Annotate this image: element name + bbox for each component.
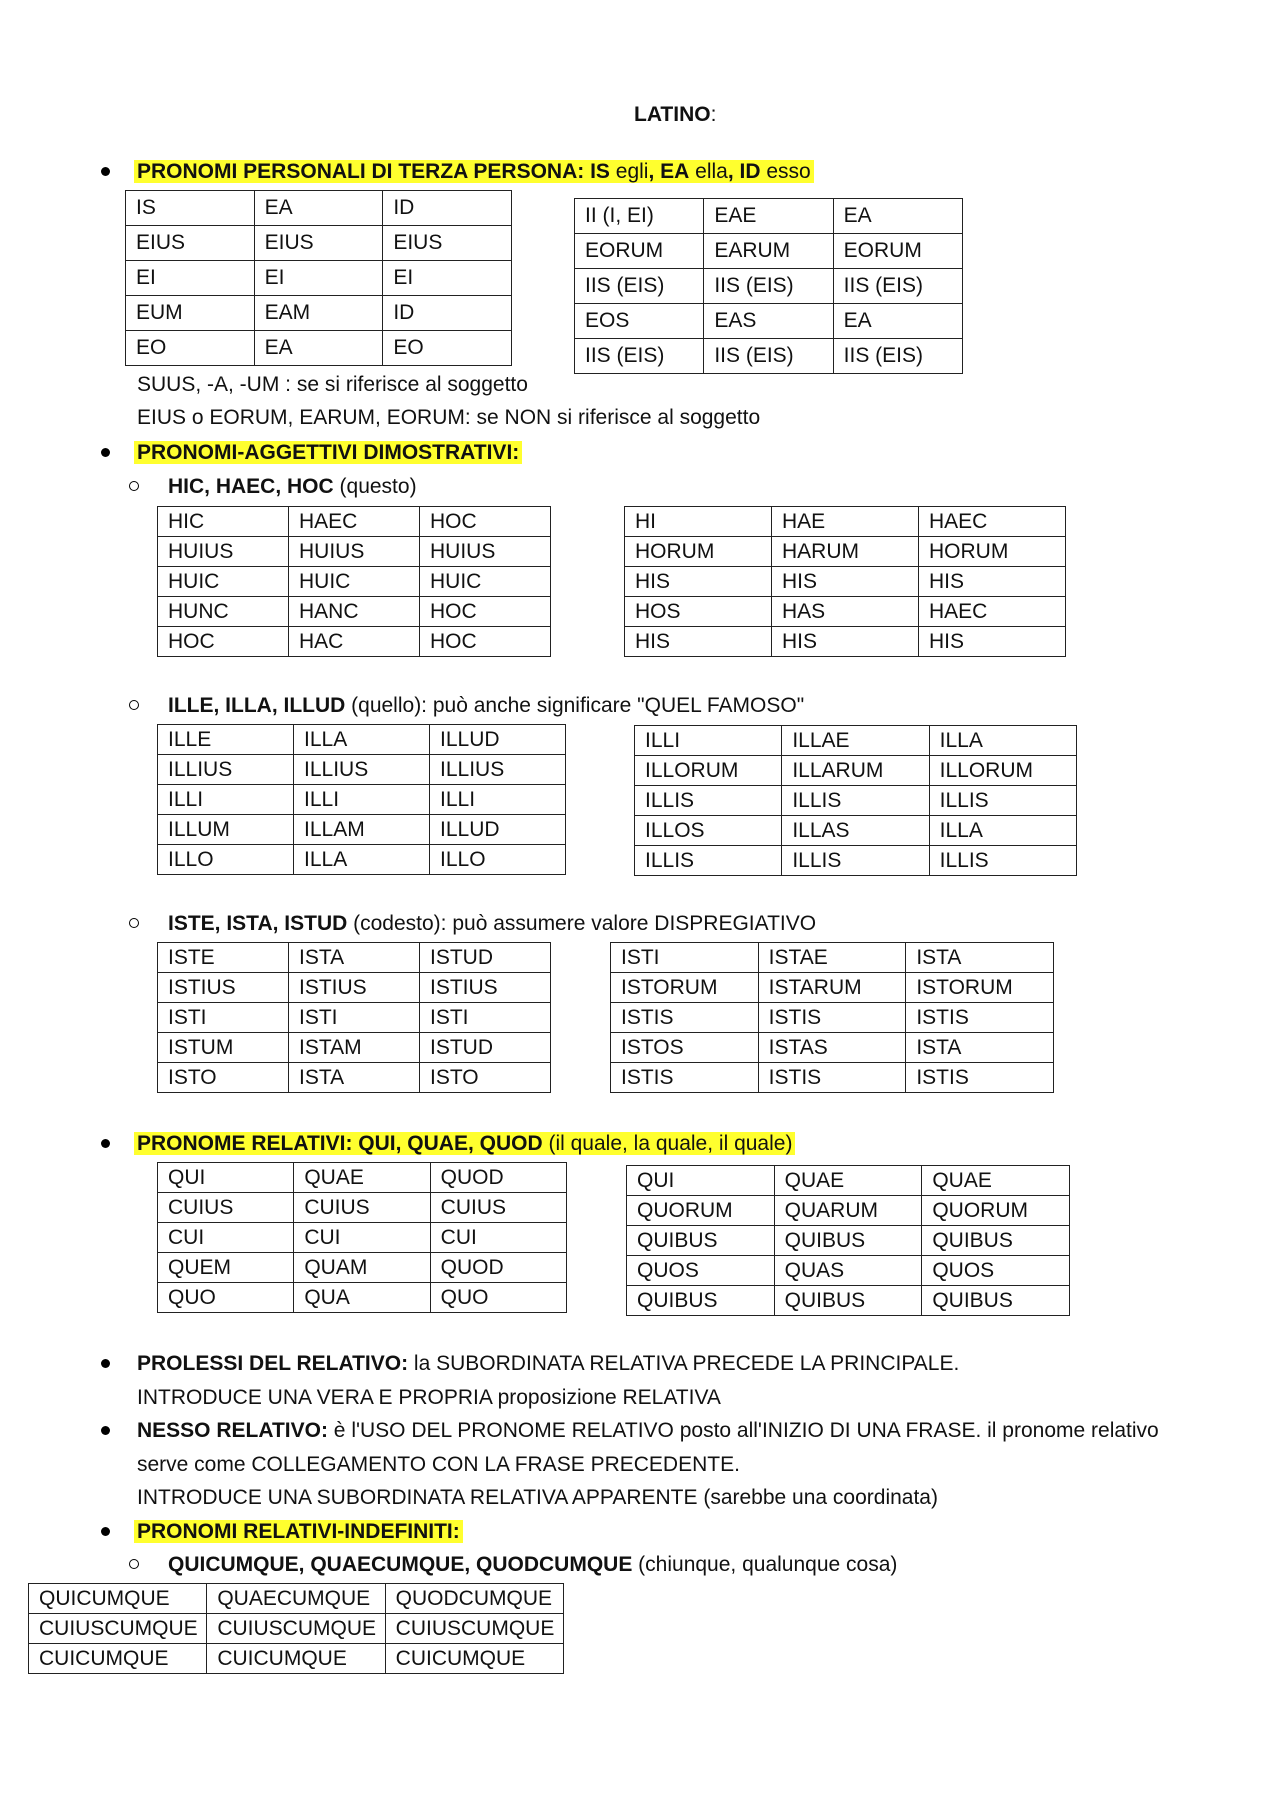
- table-cell: HUIC: [158, 567, 289, 597]
- table-cell: ILLORUM: [635, 756, 782, 786]
- table-row: [158, 755, 566, 785]
- table-cell: ILLIUS: [294, 755, 430, 785]
- table-cell: ILLA: [929, 816, 1076, 846]
- table-cell: HIS: [919, 627, 1066, 657]
- table-row: [625, 537, 1066, 567]
- text-nesso: NESSO RELATIVO: è l'USO DEL PRONOME RELATIVO posto all'INIZIO DI UNA FRASE. il pronome relativo: [137, 1419, 1159, 1442]
- table-cell: ISTI: [611, 943, 759, 973]
- table-cell: EO: [383, 331, 512, 366]
- table-row: [575, 199, 963, 234]
- table-row: [625, 597, 1066, 627]
- table-cell: EA: [833, 304, 962, 339]
- table-cell: ISTIS: [611, 1003, 759, 1033]
- table-row: [158, 537, 551, 567]
- table-row: [158, 845, 566, 875]
- table-cell: CUIUSCUMQUE: [29, 1614, 207, 1644]
- table-cell: ISTIS: [758, 1063, 906, 1093]
- table-row: [635, 756, 1077, 786]
- table-cell: HARUM: [772, 537, 919, 567]
- table-cell: CUI: [158, 1223, 294, 1253]
- table-ille-plural: [634, 725, 1077, 876]
- table-cell: HUNC: [158, 597, 289, 627]
- table-row: [158, 785, 566, 815]
- note-suus: SUUS, -A, -UM : se si riferisce al soggetto: [137, 373, 528, 396]
- table-cell: QUO: [158, 1283, 294, 1313]
- table-cell: ILLORUM: [929, 756, 1076, 786]
- table-cell: ILLIUS: [158, 755, 294, 785]
- table-cell: CUICUMQUE: [385, 1644, 563, 1674]
- table-cell: ISTIUS: [158, 973, 289, 1003]
- table-cell: ISTO: [158, 1063, 289, 1093]
- table-cell: QUAE: [294, 1163, 430, 1193]
- table-cell: HAEC: [919, 507, 1066, 537]
- table-cell: QUORUM: [627, 1196, 775, 1226]
- table-row: [158, 943, 551, 973]
- table-row: [627, 1226, 1070, 1256]
- table-cell: EA: [254, 331, 383, 366]
- table-row: [29, 1644, 564, 1674]
- table-cell: EAE: [704, 199, 833, 234]
- table-cell: IIS (EIS): [704, 269, 833, 304]
- table-cell: HAE: [772, 507, 919, 537]
- table-cell: ILLIS: [929, 846, 1076, 876]
- table-cell: HIS: [625, 567, 772, 597]
- table-cell: II (I, EI): [575, 199, 704, 234]
- table-cell: ILLA: [294, 845, 430, 875]
- table-cell: ISTI: [158, 1003, 289, 1033]
- table-cell: ISTI: [420, 1003, 551, 1033]
- table-cell: ILLI: [430, 785, 566, 815]
- table-cell: ISTE: [158, 943, 289, 973]
- table-relativi-singular: [157, 1162, 567, 1313]
- table-cell: ISTIS: [906, 1063, 1054, 1093]
- table-cell: ISTUD: [420, 1033, 551, 1063]
- table-row: [126, 191, 512, 226]
- page-title: LATINO:: [634, 103, 717, 126]
- table-cell: ILLIS: [782, 846, 929, 876]
- table-personali-singular: [125, 190, 512, 366]
- table-cell: CUI: [430, 1223, 566, 1253]
- table-cell: EARUM: [704, 234, 833, 269]
- table-row: [126, 331, 512, 366]
- table-cell: HAEC: [919, 597, 1066, 627]
- label-quicumque: QUICUMQUE, QUAECUMQUE, QUODCUMQUE (chiunque, qualunque cosa): [168, 1553, 898, 1576]
- table-cell: ILLIUS: [430, 755, 566, 785]
- table-cell: HIC: [158, 507, 289, 537]
- table-row: [158, 507, 551, 537]
- table-cell: EORUM: [575, 234, 704, 269]
- table-cell: IS: [126, 191, 255, 226]
- table-cell: ISTIUS: [420, 973, 551, 1003]
- table-row: [158, 973, 551, 1003]
- table-row: [635, 786, 1077, 816]
- table-row: [158, 597, 551, 627]
- table-cell: IIS (EIS): [833, 269, 962, 304]
- table-row: [625, 627, 1066, 657]
- table-cell: EAM: [254, 296, 383, 331]
- heading-indefiniti: PRONOMI RELATIVI-INDEFINITI:: [134, 1516, 463, 1548]
- heading-personali-part: , EA: [648, 160, 690, 183]
- table-cell: HOC: [158, 627, 289, 657]
- table-cell: IIS (EIS): [575, 339, 704, 374]
- table-cell: CUICUMQUE: [29, 1644, 207, 1674]
- table-cell: HAC: [289, 627, 420, 657]
- circle-bullet-icon: [129, 481, 139, 491]
- table-row: [158, 1283, 567, 1313]
- table-cell: QUA: [294, 1283, 430, 1313]
- table-cell: ISTA: [289, 1063, 420, 1093]
- table-row: [611, 973, 1054, 1003]
- table-cell: ISTO: [420, 1063, 551, 1093]
- table-cell: QUIBUS: [922, 1226, 1070, 1256]
- table-cell: ISTUD: [420, 943, 551, 973]
- table-cell: EI: [126, 261, 255, 296]
- table-cell: QUOD: [430, 1253, 566, 1283]
- table-cell: ILLA: [929, 726, 1076, 756]
- table-cell: HUIUS: [420, 537, 551, 567]
- note-eius: EIUS o EORUM, EARUM, EORUM: se NON si riferisce al soggetto: [137, 406, 761, 429]
- table-cell: HOS: [625, 597, 772, 627]
- table-cell: QUAE: [922, 1166, 1070, 1196]
- label-iste: ISTE, ISTA, ISTUD (codesto): può assumere valore DISPREGIATIVO: [168, 912, 817, 935]
- table-cell: ISTIS: [611, 1063, 759, 1093]
- heading-personali-part: esso: [760, 160, 811, 183]
- table-cell: QUAS: [774, 1256, 922, 1286]
- circle-bullet-icon: [129, 700, 139, 710]
- table-cell: ISTORUM: [611, 973, 759, 1003]
- table-row: [611, 943, 1054, 973]
- table-cell: ISTAS: [758, 1033, 906, 1063]
- table-cell: ISTA: [289, 943, 420, 973]
- heading-relativi: PRONOME RELATIVI: QUI, QUAE, QUOD (il quale, la quale, il quale): [134, 1128, 795, 1160]
- table-cell: ILLO: [158, 845, 294, 875]
- table-cell: EA: [254, 191, 383, 226]
- table-cell: ILLARUM: [782, 756, 929, 786]
- table-row: [158, 1063, 551, 1093]
- table-row: [158, 627, 551, 657]
- table-cell: QUO: [430, 1283, 566, 1313]
- heading-dimostrativi: PRONOMI-AGGETTIVI DIMOSTRATIVI:: [134, 437, 522, 469]
- table-cell: ISTIS: [758, 1003, 906, 1033]
- table-cell: EUM: [126, 296, 255, 331]
- table-row: [635, 726, 1077, 756]
- table-cell: IIS (EIS): [575, 269, 704, 304]
- table-cell: ILLAS: [782, 816, 929, 846]
- table-cell: CUIUSCUMQUE: [385, 1614, 563, 1644]
- table-hic-plural: [624, 506, 1066, 657]
- table-cell: HAS: [772, 597, 919, 627]
- table-cell: HIS: [772, 567, 919, 597]
- table-hic-singular: [157, 506, 551, 657]
- table-cell: ISTI: [289, 1003, 420, 1033]
- table-row: [158, 815, 566, 845]
- table-cell: ISTAM: [289, 1033, 420, 1063]
- table-row: [575, 269, 963, 304]
- table-cell: ISTIUS: [289, 973, 420, 1003]
- table-cell: ILLOS: [635, 816, 782, 846]
- table-cell: HIS: [625, 627, 772, 657]
- bullet-icon: [101, 1426, 110, 1435]
- table-cell: EO: [126, 331, 255, 366]
- table-row: [158, 1223, 567, 1253]
- table-row: [29, 1614, 564, 1644]
- table-ille-singular: [157, 724, 566, 875]
- table-cell: HANC: [289, 597, 420, 627]
- table-row: [635, 846, 1077, 876]
- table-cell: ILLI: [158, 785, 294, 815]
- table-row: [575, 304, 963, 339]
- table-cell: ILLAE: [782, 726, 929, 756]
- table-row: [158, 1003, 551, 1033]
- table-row: [126, 226, 512, 261]
- heading-personali: PRONOMI PERSONALI DI TERZA PERSONA: IS egli, EA ella, ID esso: [134, 156, 814, 188]
- table-cell: HORUM: [919, 537, 1066, 567]
- table-row: [611, 1033, 1054, 1063]
- table-cell: IIS (EIS): [833, 339, 962, 374]
- table-cell: ID: [383, 191, 512, 226]
- text-nesso-2: serve come COLLEGAMENTO CON LA FRASE PRECEDENTE.: [137, 1453, 740, 1476]
- text-prolessi: PROLESSI DEL RELATIVO: la SUBORDINATA RELATIVA PRECEDE LA PRINCIPALE.: [137, 1352, 960, 1375]
- table-cell: HORUM: [625, 537, 772, 567]
- bullet-icon: [101, 1139, 110, 1148]
- text-prolessi-2: INTRODUCE UNA VERA E PROPRIA proposizione RELATIVA: [137, 1386, 721, 1409]
- table-row: [29, 1584, 564, 1614]
- table-iste-singular: [157, 942, 551, 1093]
- table-cell: CUIUSCUMQUE: [207, 1614, 385, 1644]
- table-row: [158, 1033, 551, 1063]
- table-cell: ISTAE: [758, 943, 906, 973]
- label-hic: HIC, HAEC, HOC (questo): [168, 475, 417, 498]
- table-cell: EAS: [704, 304, 833, 339]
- table-row: [158, 1163, 567, 1193]
- bullet-icon: [101, 1527, 110, 1536]
- table-row: [627, 1166, 1070, 1196]
- heading-personali-part: egli: [609, 160, 649, 183]
- table-cell: IIS (EIS): [704, 339, 833, 374]
- text-nesso-3: INTRODUCE UNA SUBORDINATA RELATIVA APPARENTE (sarebbe una coordinata): [137, 1486, 938, 1509]
- table-cell: QUOS: [627, 1256, 775, 1286]
- table-row: [126, 261, 512, 296]
- table-cell: QUAE: [774, 1166, 922, 1196]
- table-cell: CUIUS: [158, 1193, 294, 1223]
- table-row: [627, 1286, 1070, 1316]
- table-row: [575, 339, 963, 374]
- table-cell: CUI: [294, 1223, 430, 1253]
- table-cell: QUAECUMQUE: [207, 1584, 385, 1614]
- table-cell: QUIBUS: [922, 1286, 1070, 1316]
- table-cell: ISTA: [906, 943, 1054, 973]
- table-cell: HI: [625, 507, 772, 537]
- table-cell: ISTARUM: [758, 973, 906, 1003]
- table-cell: QUIBUS: [627, 1286, 775, 1316]
- table-cell: ILLAM: [294, 815, 430, 845]
- table-cell: ILLUD: [430, 815, 566, 845]
- heading-personali-part: , ID: [727, 160, 761, 183]
- table-cell: HIS: [919, 567, 1066, 597]
- table-cell: ILLIS: [929, 786, 1076, 816]
- table-cell: HUIUS: [158, 537, 289, 567]
- table-row: [158, 725, 566, 755]
- table-cell: ISTUM: [158, 1033, 289, 1063]
- table-cell: ILLE: [158, 725, 294, 755]
- table-cell: ID: [383, 296, 512, 331]
- table-row: [625, 507, 1066, 537]
- table-cell: QUEM: [158, 1253, 294, 1283]
- table-cell: ILLUM: [158, 815, 294, 845]
- table-cell: ILLO: [430, 845, 566, 875]
- table-cell: QUOS: [922, 1256, 1070, 1286]
- bullet-icon: [101, 448, 110, 457]
- table-cell: EI: [254, 261, 383, 296]
- table-iste-plural: [610, 942, 1054, 1093]
- table-relativi-plural: [626, 1165, 1070, 1316]
- table-cell: HOC: [420, 627, 551, 657]
- bullet-icon: [101, 1359, 110, 1368]
- table-cell: HUIUS: [289, 537, 420, 567]
- table-cell: ISTOS: [611, 1033, 759, 1063]
- table-cell: HUIC: [420, 567, 551, 597]
- table-cell: CUIUS: [294, 1193, 430, 1223]
- table-row: [627, 1256, 1070, 1286]
- table-row: [627, 1196, 1070, 1226]
- table-row: [635, 816, 1077, 846]
- table-cell: HOC: [420, 597, 551, 627]
- table-cell: ILLI: [294, 785, 430, 815]
- table-cell: QUI: [627, 1166, 775, 1196]
- bullet-icon: [101, 167, 110, 176]
- table-personali-plural: [574, 198, 963, 374]
- table-cell: QUAM: [294, 1253, 430, 1283]
- table-cell: EORUM: [833, 234, 962, 269]
- table-row: [611, 1003, 1054, 1033]
- table-cell: EIUS: [126, 226, 255, 261]
- table-cell: CUICUMQUE: [207, 1644, 385, 1674]
- table-cell: ILLIS: [635, 786, 782, 816]
- table-cell: HUIC: [289, 567, 420, 597]
- table-cell: ISTA: [906, 1033, 1054, 1063]
- table-cell: EOS: [575, 304, 704, 339]
- table-cell: QUIBUS: [774, 1226, 922, 1256]
- table-cell: QUARUM: [774, 1196, 922, 1226]
- table-indefiniti: [28, 1583, 564, 1674]
- table-cell: ISTORUM: [906, 973, 1054, 1003]
- table-row: [126, 296, 512, 331]
- table-cell: ILLI: [635, 726, 782, 756]
- table-row: [575, 234, 963, 269]
- heading-personali-part: ella: [689, 160, 728, 183]
- table-cell: ILLA: [294, 725, 430, 755]
- table-cell: EA: [833, 199, 962, 234]
- circle-bullet-icon: [129, 918, 139, 928]
- circle-bullet-icon: [129, 1559, 139, 1569]
- table-cell: QUODCUMQUE: [385, 1584, 563, 1614]
- heading-personali-part: IS: [584, 160, 610, 183]
- table-cell: QUICUMQUE: [29, 1584, 207, 1614]
- table-cell: EI: [383, 261, 512, 296]
- table-row: [611, 1063, 1054, 1093]
- table-cell: CUIUS: [430, 1193, 566, 1223]
- table-cell: ISTIS: [906, 1003, 1054, 1033]
- table-cell: QUOD: [430, 1163, 566, 1193]
- table-row: [158, 1253, 567, 1283]
- table-cell: QUI: [158, 1163, 294, 1193]
- table-cell: HOC: [420, 507, 551, 537]
- table-cell: EIUS: [254, 226, 383, 261]
- table-row: [158, 567, 551, 597]
- table-cell: EIUS: [383, 226, 512, 261]
- table-cell: HAEC: [289, 507, 420, 537]
- table-cell: QUIBUS: [627, 1226, 775, 1256]
- table-cell: ILLIS: [635, 846, 782, 876]
- table-cell: ILLUD: [430, 725, 566, 755]
- table-row: [625, 567, 1066, 597]
- table-cell: QUORUM: [922, 1196, 1070, 1226]
- table-cell: HIS: [772, 627, 919, 657]
- table-cell: ILLIS: [782, 786, 929, 816]
- label-ille: ILLE, ILLA, ILLUD (quello): può anche significare "QUEL FAMOSO": [168, 694, 805, 717]
- table-row: [158, 1193, 567, 1223]
- table-cell: QUIBUS: [774, 1286, 922, 1316]
